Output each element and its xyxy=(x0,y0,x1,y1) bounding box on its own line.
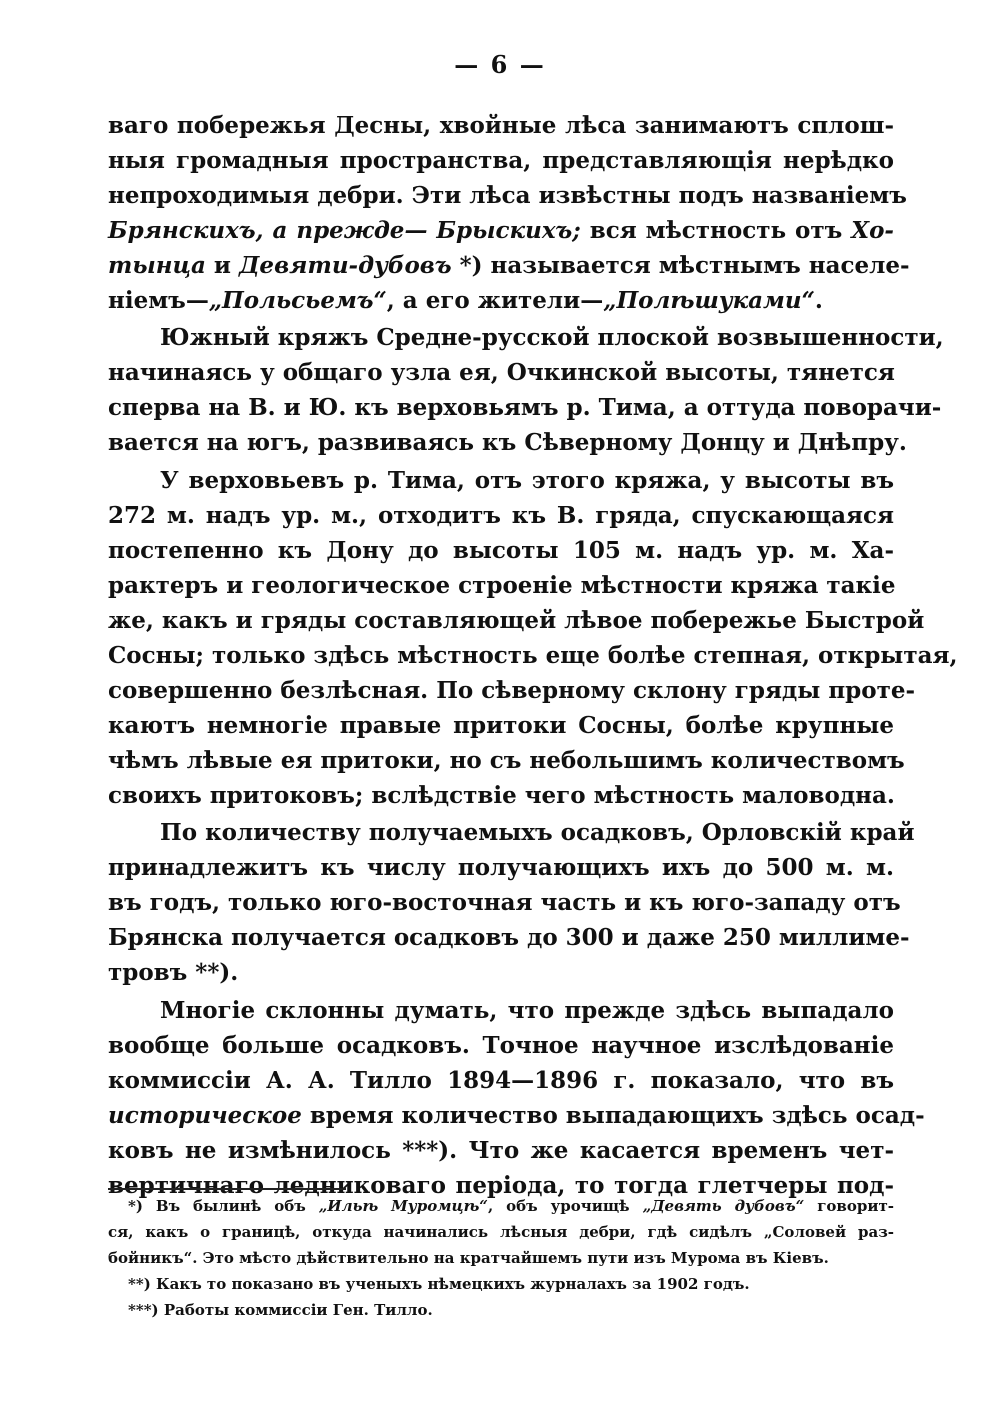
italic-term: Брянскихъ, а прежде— xyxy=(108,217,428,244)
body-line: каютъ немногіе правые притоки Сосны, болѣе крупные xyxy=(108,712,894,739)
italic-term: тынца xyxy=(108,252,206,279)
text-run: вся мѣстность отъ xyxy=(589,217,843,244)
body-line: въ годъ, только юго-восточная часть и къ юго-западу отъ xyxy=(108,889,901,916)
body-line: начинаясь у общаго узла ея, Очкинской высоты, тянется xyxy=(108,359,895,386)
body-line: чѣмъ лѣвые ея притоки, но съ небольшимъ количествомъ xyxy=(108,747,905,774)
body-line: Брянска получается осадковъ до 300 и даже 250 миллиме- xyxy=(108,924,910,951)
body-line xyxy=(108,1101,925,1135)
body-line: сперва на В. и Ю. къ верховьямъ р. Тима, а оттуда поворачи- xyxy=(108,394,942,421)
text-run: *) называется мѣстнымъ населе- xyxy=(459,252,910,279)
italic-term: „Польсьемъ“ xyxy=(208,287,387,314)
body-line: своихъ притоковъ; вслѣдствіе чего мѣстность маловодна. xyxy=(108,782,895,809)
italic-term: „Ильѣ Муромцѣ“ xyxy=(318,1197,488,1215)
body-line: же, какъ и гряды составляющей лѣвое побережье Быстрой xyxy=(108,607,925,634)
body-line: вообще больше осадковъ. Точное научное изслѣдованіе xyxy=(108,1032,894,1059)
italic-term: Хо- xyxy=(851,217,894,244)
body-line: коммиссіи А. А. Тилло 1894—1896 г. показало, что въ xyxy=(108,1067,894,1094)
body-line: постепенно къ Дону до высоты 105 м. надъ ур. м. Ха- xyxy=(108,537,894,564)
body-line: Многіе склонны думать, что прежде здѣсь выпадало xyxy=(160,997,894,1024)
text-run: ніемъ— xyxy=(108,287,209,314)
body-line: вается на югъ, развиваясь къ Сѣверному Донцу и Днѣпру. xyxy=(108,429,907,456)
footnote-line: ***) Работы коммиссіи Ген. Тилло. xyxy=(128,1301,433,1319)
footnote-line: ся, какъ о границѣ, откуда начинались лѣсныя дебри, гдѣ сидѣлъ „Соловей раз- xyxy=(108,1223,894,1241)
body-line: У верховьевъ р. Тима, отъ этого кряжа, у высоты въ xyxy=(160,467,894,494)
page-number: — 6 — xyxy=(454,50,546,79)
italic-term: Девяти-дубовъ xyxy=(238,252,452,279)
text-run: . xyxy=(814,287,823,314)
body-line: 272 м. надъ ур. м., отходитъ къ В. гряда, спускающаяся xyxy=(108,502,894,529)
text-run: время количество выпадающихъ здѣсь осад- xyxy=(309,1102,925,1129)
footnote-separator xyxy=(108,1188,346,1190)
italic-term: Брыскихъ; xyxy=(436,217,581,244)
body-line xyxy=(108,251,910,285)
body-line: совершенно безлѣсная. По сѣверному склону гряды проте- xyxy=(108,677,916,704)
footnote-line xyxy=(128,1195,894,1221)
text-run: , а его жители— xyxy=(386,287,604,314)
body-line: Южный кряжъ Средне-русской плоской возвышенности, xyxy=(160,324,944,351)
body-line: тровъ **). xyxy=(108,959,239,986)
body-line xyxy=(108,216,894,250)
body-line xyxy=(108,286,894,320)
body-line: ныя громадныя пространства, представляющія нерѣдко xyxy=(108,147,894,174)
italic-term: „Девять дубовъ“ xyxy=(642,1197,805,1215)
body-line: Сосны; только здѣсь мѣстность еще болѣе степная, открытая, xyxy=(108,642,958,669)
italic-term: историческое xyxy=(108,1102,302,1129)
body-line: принадлежитъ къ числу получающихъ ихъ до 500 м. м. xyxy=(108,854,894,881)
body-line: ковъ не измѣнилось ***). Что же касается временъ чет- xyxy=(108,1137,894,1164)
text-run: и xyxy=(213,252,231,279)
text-run: , объ урочищѣ xyxy=(487,1197,630,1215)
footnote-line: бойникъ“. Это мѣсто дѣйствительно на кратчайшемъ пути изъ Мурома въ Кіевъ. xyxy=(108,1249,829,1267)
body-line: ваго побережья Десны, хвойные лѣса занимаютъ сплош- xyxy=(108,112,894,139)
body-line: непроходимыя дебри. Эти лѣса извѣстны подъ названіемъ xyxy=(108,182,907,209)
body-line: вертичнаго ледниковаго періода, то тогда глетчеры под- xyxy=(108,1172,894,1199)
footnote-line: **) Какъ то показано въ ученыхъ нѣмецкихъ журналахъ за 1902 годъ. xyxy=(128,1275,750,1293)
body-line: По количеству получаемыхъ осадковъ, Орловскій край xyxy=(160,819,915,846)
body-line: рактеръ и геологическое строеніе мѣстности кряжа такіе xyxy=(108,572,896,599)
text-run: *) Въ былинѣ объ xyxy=(128,1197,306,1215)
text-run: говорит- xyxy=(817,1197,894,1215)
italic-term: „Полѣшуками“ xyxy=(603,287,815,314)
